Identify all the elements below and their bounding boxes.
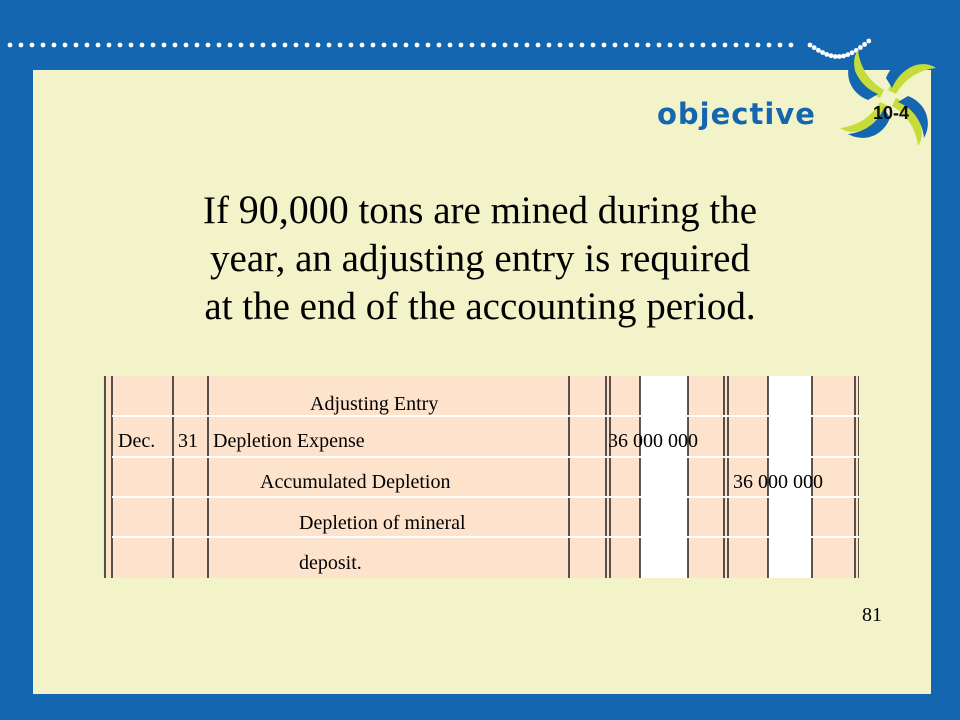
journal-title: Adjusting Entry <box>310 393 439 415</box>
journal-row-debit: 36 000 000 <box>608 430 698 452</box>
headline-number: 90,000 <box>238 187 349 232</box>
headline-line-1-rest: tons are mined during the <box>348 189 758 232</box>
headline-line-2: year, an adjusting entry is required <box>210 237 750 280</box>
journal-row-credit: 36 000 000 <box>733 471 823 493</box>
journal-row-description: Depletion Expense <box>213 430 365 452</box>
slide-headline <box>150 186 810 331</box>
objective-label: objective <box>657 97 816 131</box>
journal-row-month: Dec. <box>118 430 156 452</box>
journal-row-day: 31 <box>178 430 198 452</box>
pinwheel-logo-icon <box>838 48 938 148</box>
journal-row-description: Accumulated Depletion <box>260 471 451 493</box>
journal-row-description: Depletion of mineral <box>299 512 466 534</box>
page-number: 81 <box>862 604 882 626</box>
objective-number: 10-4 <box>872 103 910 123</box>
headline-prefix: If <box>202 189 239 232</box>
journal-entry-table <box>103 376 859 578</box>
headline-line-1 <box>150 186 810 235</box>
headline-line-3: at the end of the accounting period. <box>204 285 756 328</box>
journal-row-description: deposit. <box>299 552 362 574</box>
